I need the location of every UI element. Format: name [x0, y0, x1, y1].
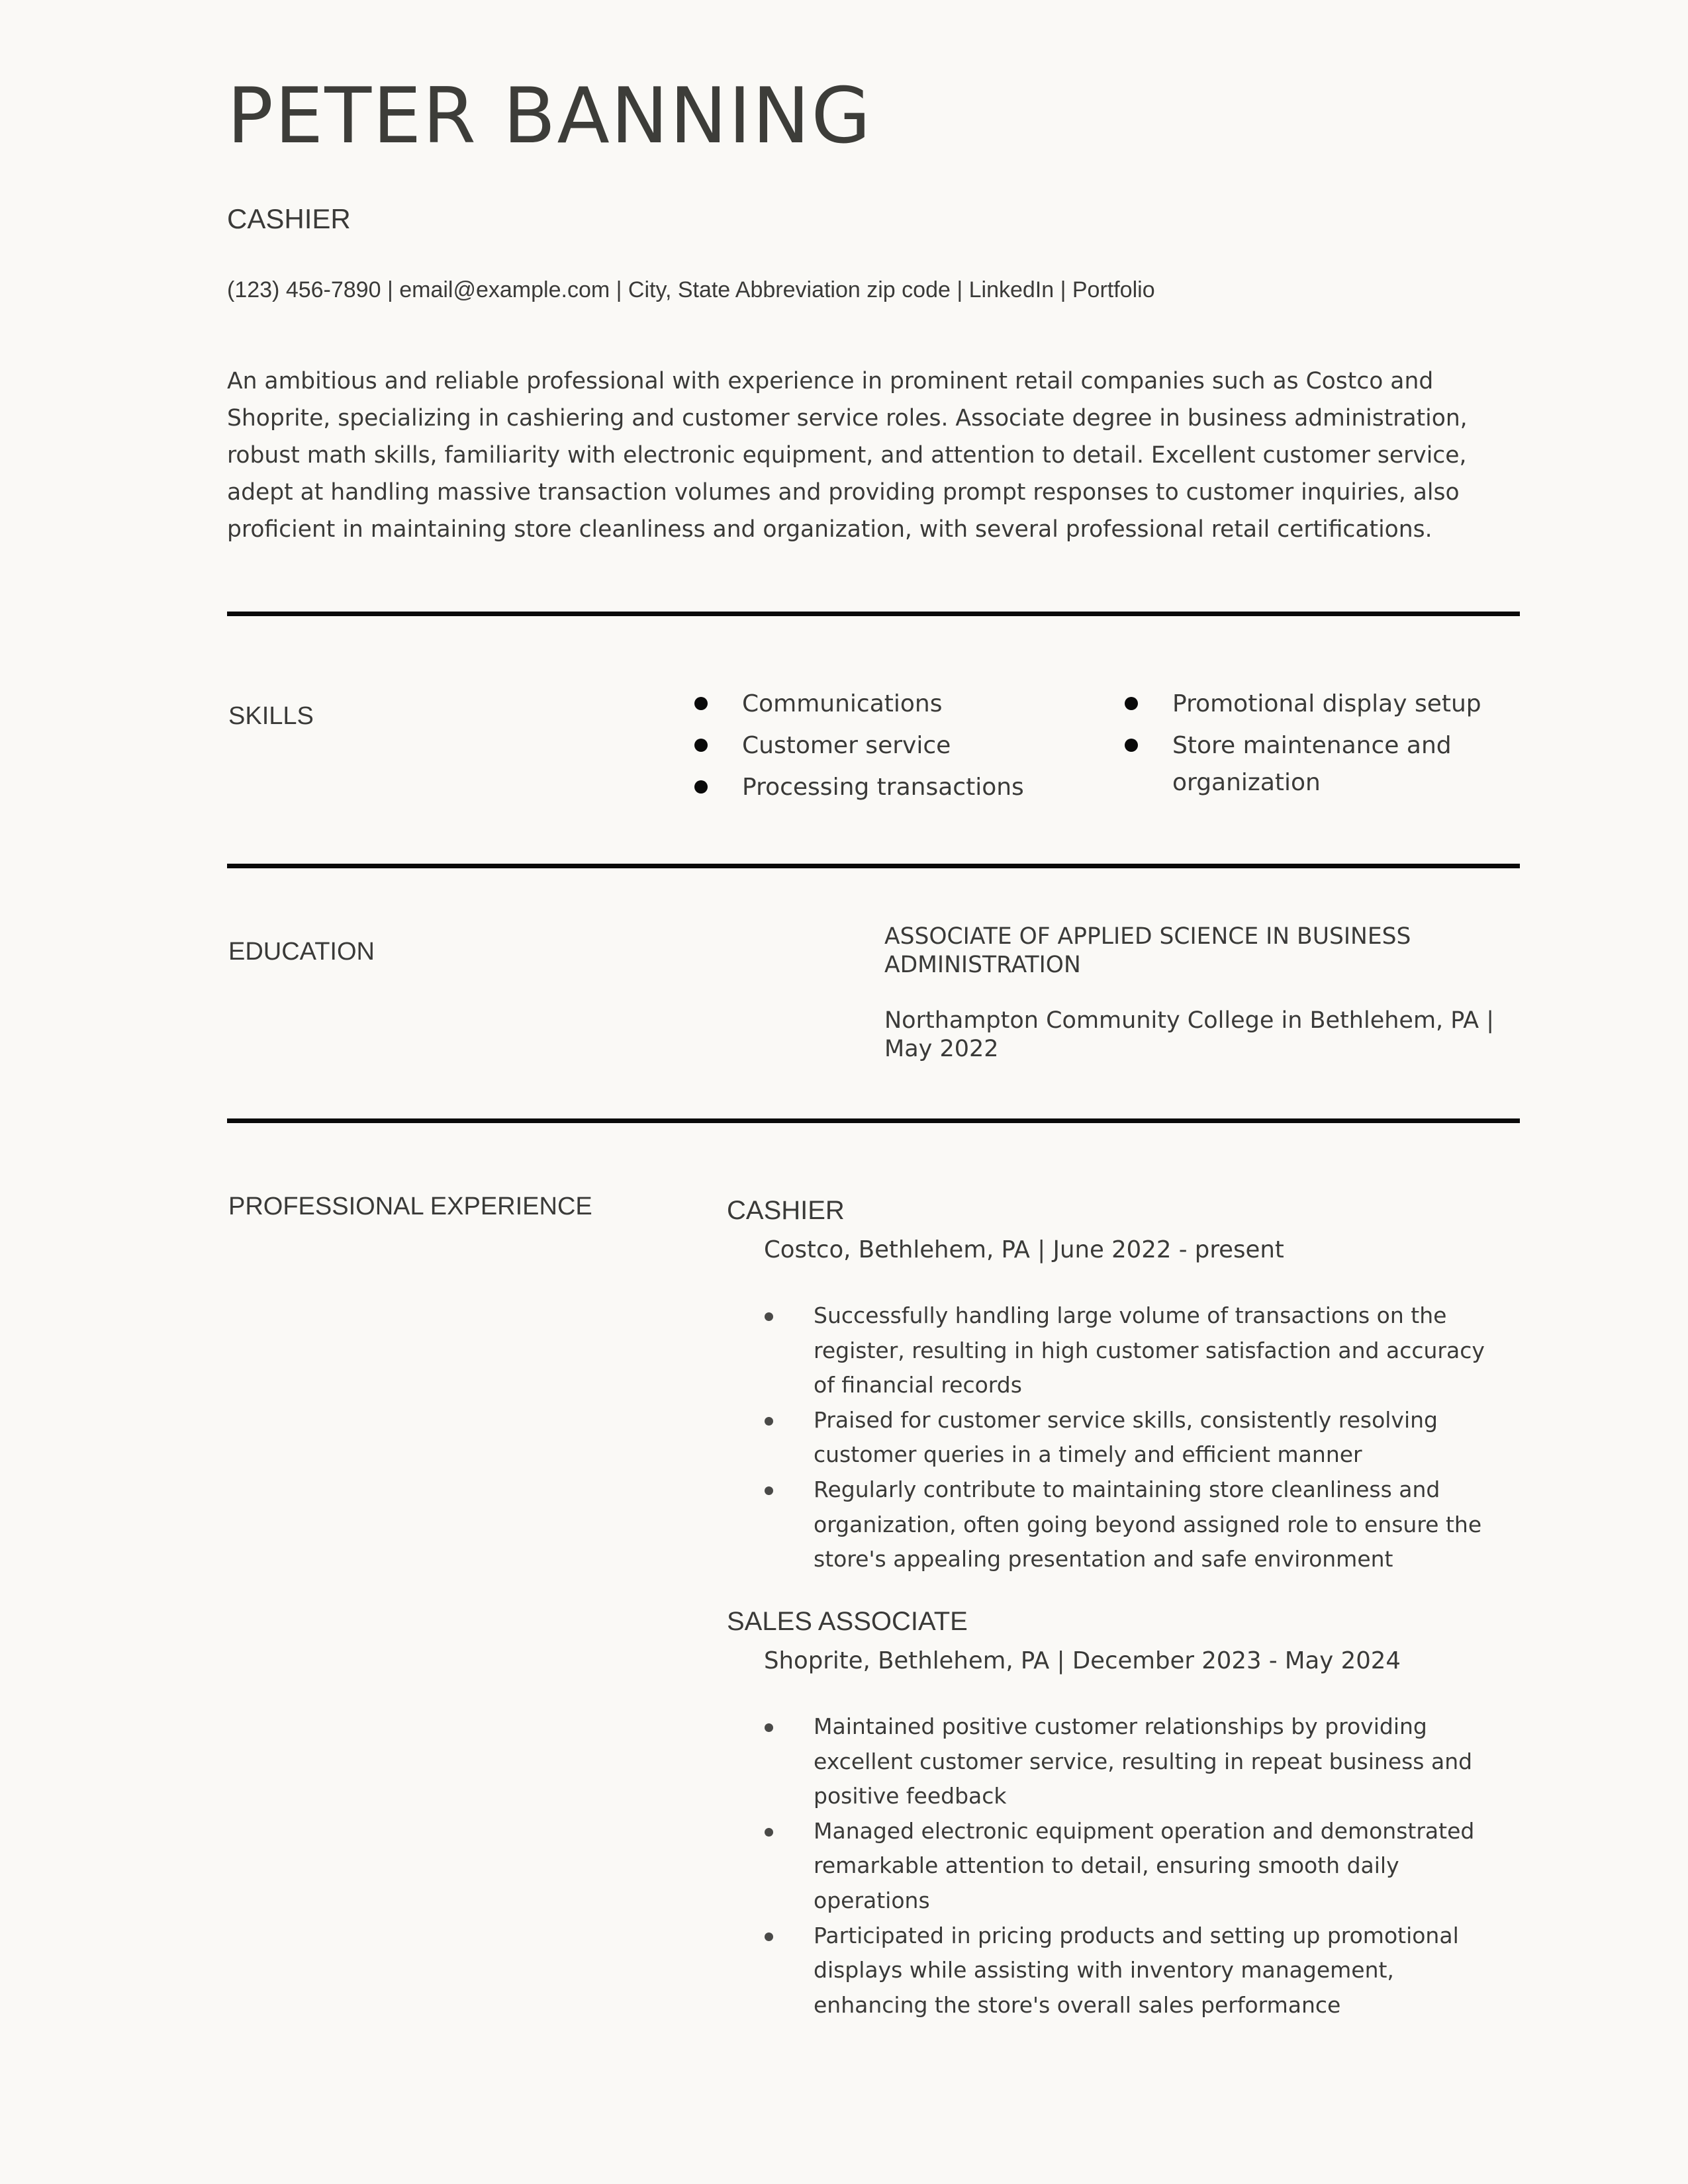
skills-heading: SKILLS	[228, 702, 314, 730]
education-heading: EDUCATION	[228, 938, 375, 966]
list-item: Participated in pricing products and setting up promotional displays while assisting with inventory management, enhancing the store's overall sales performance	[814, 1919, 1502, 2023]
bullet-icon	[765, 1312, 773, 1321]
list-item: Managed electronic equipment operation and demonstrated remarkable attention to detail, ensuring smooth daily operations	[814, 1814, 1502, 1919]
bullet-icon	[765, 1723, 773, 1732]
bullet-icon	[694, 780, 708, 794]
job-entry	[727, 1606, 1520, 2023]
job-title: SALES ASSOCIATE	[727, 1607, 968, 1636]
list-item: Successfully handling large volume of transactions on the register, resulting in high customer satisfaction and accuracy of financial records	[814, 1298, 1502, 1403]
job-title: CASHIER	[727, 1196, 845, 1225]
education-school: Northampton Community College in Bethlehem, PA | May 2022	[884, 1007, 1495, 1062]
skill-item: Processing transactions	[742, 769, 1086, 806]
bullet-icon	[1125, 739, 1138, 752]
skill-item: Promotional display setup	[1172, 686, 1517, 723]
bullet-icon	[694, 739, 708, 752]
skill-item: Store maintenance and organization	[1172, 727, 1517, 801]
job-meta: Shoprite, Bethlehem, PA | December 2023 - May 2024	[764, 1647, 1401, 1674]
bullet-icon	[765, 1828, 773, 1837]
skills-list-column-2	[1172, 686, 1517, 806]
job-meta: Costco, Bethlehem, PA | June 2022 - present	[764, 1236, 1284, 1263]
bullet-icon	[765, 1933, 773, 1941]
section-divider	[227, 1118, 1520, 1123]
contact-line: (123) 456-7890 | email@example.com | City, State Abbreviation zip code | LinkedIn | Portfolio	[227, 277, 1155, 302]
bullet-icon	[765, 1486, 773, 1495]
section-divider	[227, 864, 1520, 868]
skill-item: Customer service	[742, 727, 1086, 764]
job-bullets	[814, 1709, 1502, 2023]
skills-list-column-1	[742, 686, 1086, 811]
bullet-icon	[694, 697, 708, 710]
experience-heading: PROFESSIONAL EXPERIENCE	[228, 1193, 592, 1220]
job-bullets	[814, 1298, 1502, 1577]
candidate-title: CASHIER	[227, 203, 351, 234]
section-divider	[227, 612, 1520, 616]
candidate-name: PETER BANNING	[227, 71, 872, 161]
skill-item: Communications	[742, 686, 1086, 723]
education-degree: ASSOCIATE OF APPLIED SCIENCE IN BUSINESS ADMINISTRATION	[884, 923, 1411, 978]
job-entry	[727, 1195, 1520, 1577]
bullet-icon	[765, 1417, 773, 1426]
bullet-icon	[1125, 697, 1138, 710]
list-item: Praised for customer service skills, consistently resolving customer queries in a timely and efficient manner	[814, 1403, 1502, 1473]
professional-summary: An ambitious and reliable professional with experience in prominent retail companies such as Costco and Shoprite, specializing in cashiering and customer service roles. Associate degree in business administration, robust math skills, familiarity with electronic equipment, and attention to detail. Excellent customer service, adept at handling massive transaction volumes and providing prompt responses to customer inquiries, also proficient in maintaining store cleanliness and organization, with several professional retail certifications.	[227, 368, 1468, 543]
resume-page	[227, 0, 1520, 2184]
list-item: Maintained positive customer relationships by providing excellent customer service, resulting in repeat business and positive feedback	[814, 1709, 1502, 1814]
list-item: Regularly contribute to maintaining store cleanliness and organization, often going beyond assigned role to ensure the store's appealing presentation and safe environment	[814, 1473, 1502, 1577]
